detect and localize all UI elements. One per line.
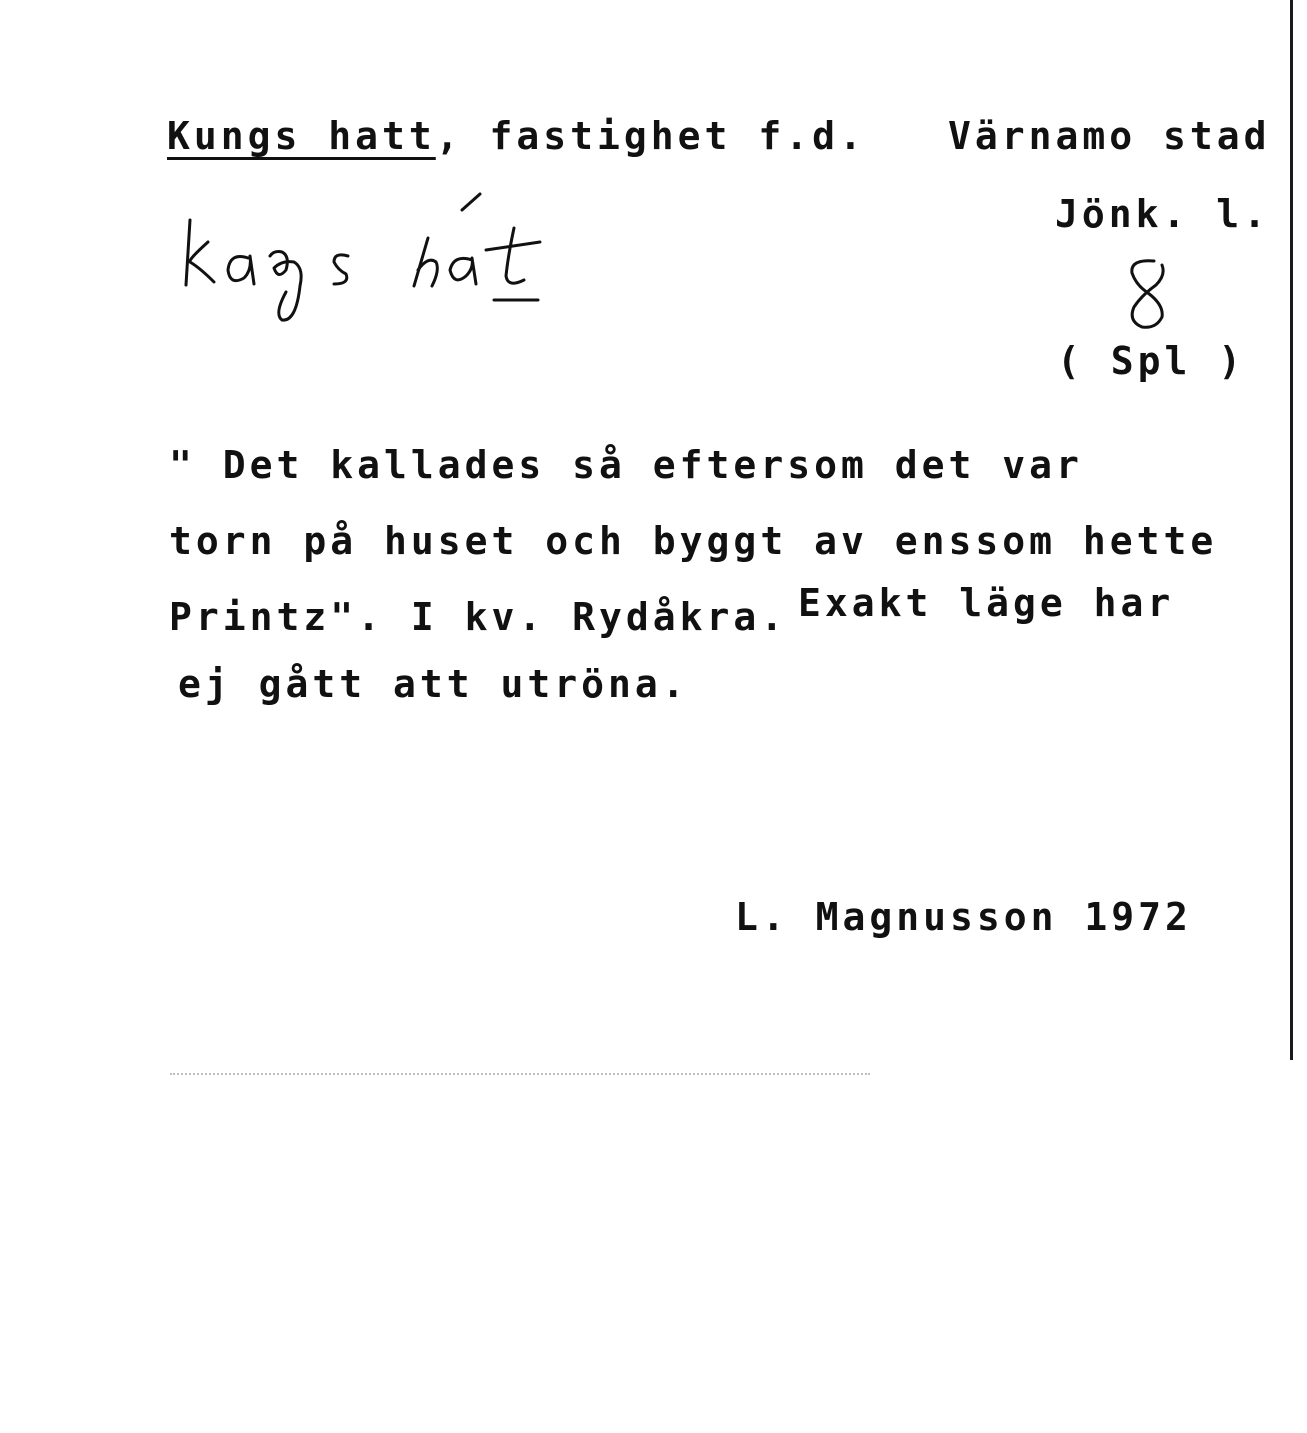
handwritten-pronunciation — [178, 190, 558, 334]
card-bottom-edge — [170, 1073, 870, 1075]
card-edge-line — [1290, 0, 1293, 1060]
body-line-2: torn på huset och byggt av enssom hette — [169, 519, 1218, 563]
handwritten-number — [1118, 255, 1178, 339]
body-line-1: " Det kallades så eftersom det var — [169, 443, 1083, 487]
parish-code: ( Spl ) — [1057, 339, 1246, 383]
body-line-4: ej gått att utröna. — [178, 662, 689, 706]
place-type: , fastighet f.d. — [435, 114, 866, 158]
place-name: Kungs hatt — [167, 114, 436, 158]
card-heading — [167, 114, 866, 158]
signature: L. Magnusson 1972 — [735, 895, 1192, 939]
municipality: Värnamo stad — [948, 114, 1271, 158]
county: Jönk. l. — [1055, 192, 1271, 236]
body-superscript-insert: Exakt läge har — [798, 581, 1175, 625]
body-line-3: Printz". I kv. Rydåkra. — [169, 595, 788, 639]
